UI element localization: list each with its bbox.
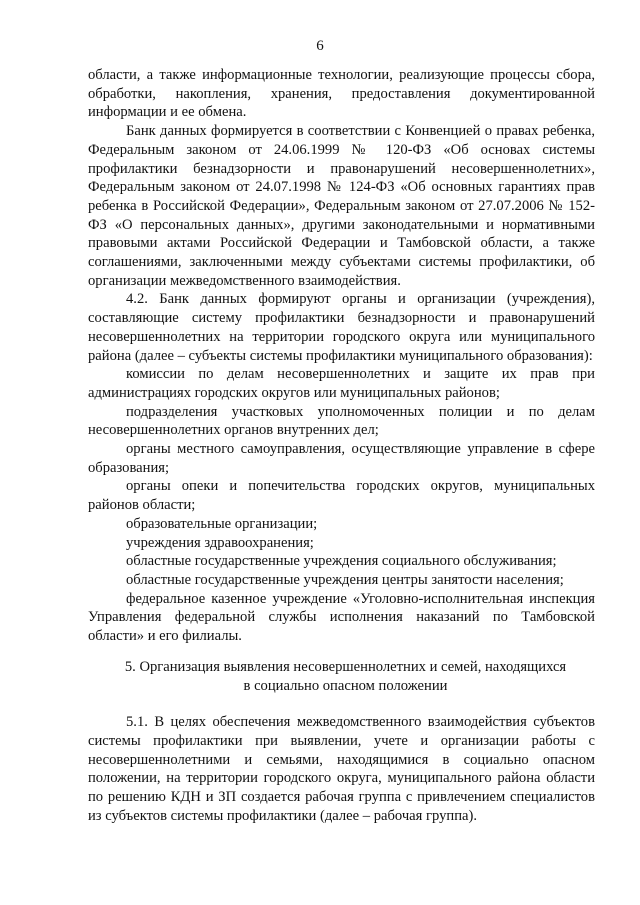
paragraph-5-1: 5.1. В целях обеспечения межведомственного взаимодействия субъектов системы профилактики при выявлении, учете и организации работы с несовершеннолетними и семьями, находящимися в социально опасном положении, на территории городского округа, муниципального района области по решению КДН и ЗП создается рабочая группа с привлечением специалистов из субъектов системы профилактики (далее – рабочая группа). [88,714,595,824]
section-5-heading [88,658,595,695]
list-item-guardianship: органы опеки и попечительства городских округов, муниципальных районов области; [88,478,595,514]
paragraph-data-bank-legal-basis: Банк данных формируется в соответствии с Конвенцией о правах ребенка, Федеральным законом от 24.06.1999 № 120-ФЗ «Об основах системы профилактики безнадзорности и правонарушений несовершеннолетних», Федеральным законом от 24.07.1998 № 124-ФЗ «Об основных гарантиях прав ребенка в Российской Федерации», Федеральным законом от 27.07.2006 № 152-ФЗ «О персональных данных», другими законодательными и нормативными правовыми актами Российской Федерации и Тамбовской области, а также соглашениями, заключенными между субъектами системы профилактики, об организации межведомственного взаимодействия. [88,123,595,289]
document-body [88,66,595,825]
list-item-social-services: областные государственные учреждения социального обслуживания; [126,553,557,570]
paragraph-info-technologies: области, а также информационные технологии, реализующие процессы сбора, обработки, накопления, хранения, предоставления документированной информации и ее обмена. [88,67,595,121]
paragraph-4-2: 4.2. Банк данных формируют органы и организации (учреждения), составляющие систему профилактики безнадзорности и правонарушений несовершеннолетних на территории городского округа или муниципального района (далее – субъекты системы профилактики муниципального образования): [88,291,595,364]
list-item-penal-inspection: федеральное казенное учреждение «Уголовно-исполнительная инспекция Управления федеральной службы исполнения наказаний по Тамбовской области» и его филиалы. [88,590,595,645]
list-item-healthcare: учреждения здравоохранения; [126,534,314,551]
page-number: 6 [316,38,324,54]
list-item-commissions: комиссии по делам несовершеннолетних и защите их прав при администрациях городских округов или муниципальных районов; [88,366,595,401]
section-5-heading-line1: 5. Организация выявления несовершеннолетних и семей, находящихся [124,658,567,675]
list-item-educational-organizations: образовательные организации; [126,515,318,532]
list-item-education-authorities: органы местного самоуправления, осуществляющие управление в сфере образования; [88,441,595,476]
list-item-police-units: подразделения участковых уполномоченных полиции и по делам несовершеннолетних органов внутренних дел; [88,403,595,439]
section-5-heading-line2: в социально опасном положении [243,677,448,694]
list-item-employment-centers: областные государственные учреждения центры занятости населения; [126,571,564,588]
